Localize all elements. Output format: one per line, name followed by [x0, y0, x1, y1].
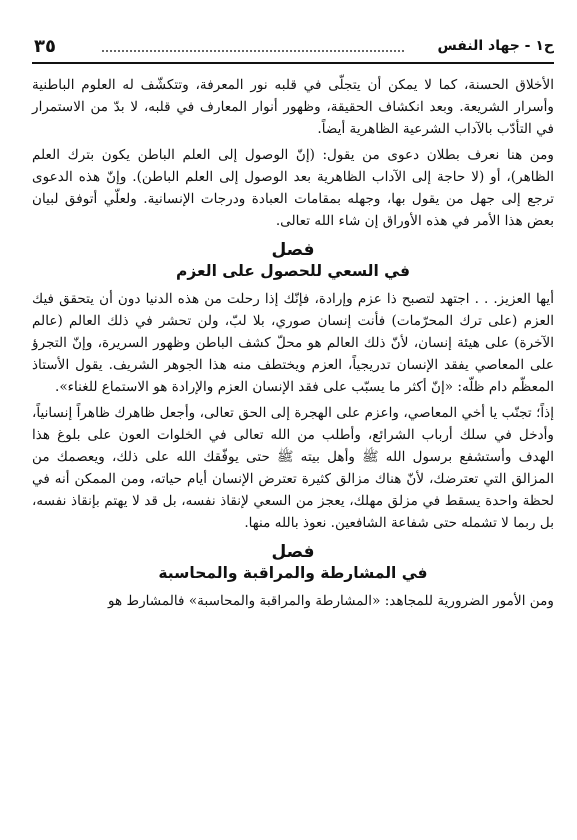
- page-number: ٣٥: [34, 36, 56, 57]
- paragraph: ومن هنا نعرف بطلان دعوى من يقول: (إنّ الوصول إلى العلم الباطن يكون بترك العلم الظاهر)، أو (لا حاجة إلى الآداب الظاهرية بعد الوصول إلى العلم الباطن). وإنّ هذه الدعوى ترجع إلى جهل من يقول بها، وجهله بمقامات العبادة ودرجات الإنسانية. ولعلّي أتوفق لبيان بعض هذا الأمر في هذه الأوراق إن شاء الله تعالى.: [32, 147, 554, 229]
- section-subheading: في المشارطة والمراقبة والمحاسبة: [158, 564, 428, 582]
- section-heading: فصل: [271, 240, 315, 260]
- section-subheading: في السعي للحصول على العزم: [176, 262, 410, 280]
- paragraph: إذاً؛ تجنّب يا أخي المعاصي، واعزم على الهجرة إلى الحق تعالى، وأجعل ظاهرك ظاهراً إنسانياً، وأدخل في سلك أرباب الشرائع، وأطلب من الله تعالى في الخلوات العون على بلوغ هذا الهدف وأستشفع برسول الله ﷺ وأهل بيته ﷺ حتى يوفّقك الله على ذلك، ويعصمك من المزالق التي تعترضك، لأنّ هناك مزالق كثيرة تعترض الإنسان أيام حياته، ومن الممكن أنه في لحظة واحدة يسقط في مزلق مهلك، يعجز من السعي لإنقاذ نفسه، بل قد لا يهتم بإنقاذ نفسه، بل ربما لا تشمله حتى شفاعة الشافعين. نعوذ بالله منها.: [32, 405, 554, 531]
- paragraph: أيها العزيز. . . اجتهد لتصبح ذا عزم وإرادة، فإنّك إذا رحلت من هذه الدنيا دون أن يتحقق فيك العزم (على ترك المحرّمات) فأنت إنسان صوري، بلا لبّ، ولن تحشر في ذلك العالم (عالم الآخرة) على هيئة إنسان، لأنّ ذلك العالم هو محلّ كشف الباطن وظهور السريرة، وإنّ التجرؤ على المعاصي يفقد الإنسان تدريجياً، العزم ويختطف منه هذا الجوهر الشريف. يقول الأستاذ المعظّم دام ظلّه: «إنّ أكثر ما يسبّب على فقد الإنسان العزم والإرادة هو الاستماع للغناء».: [32, 291, 554, 395]
- paragraph: ومن الأمور الضرورية للمجاهد: «المشارطة والمراقبة والمحاسبة» فالمشارط هو: [107, 593, 554, 609]
- page-body: [32, 74, 554, 612]
- book-page: [32, 36, 554, 616]
- page-header: [32, 36, 554, 64]
- paragraph: الأخلاق الحسنة، كما لا يمكن أن يتجلّى في قلبه نور المعرفة، وتتكشّف له العلوم الباطنية وأسرار الشريعة. وبعد انكشاف الحقيقة، وظهور أنوار المعارف في قلبه، لا بدّ من الاستمرار في التأدّب بالآداب الشرعية الظاهرية أيضاً.: [32, 77, 554, 137]
- running-title: ح١ - جهاد النفس: [437, 38, 554, 54]
- section-heading: فصل: [271, 542, 315, 562]
- header-dotted-leader: [102, 50, 404, 52]
